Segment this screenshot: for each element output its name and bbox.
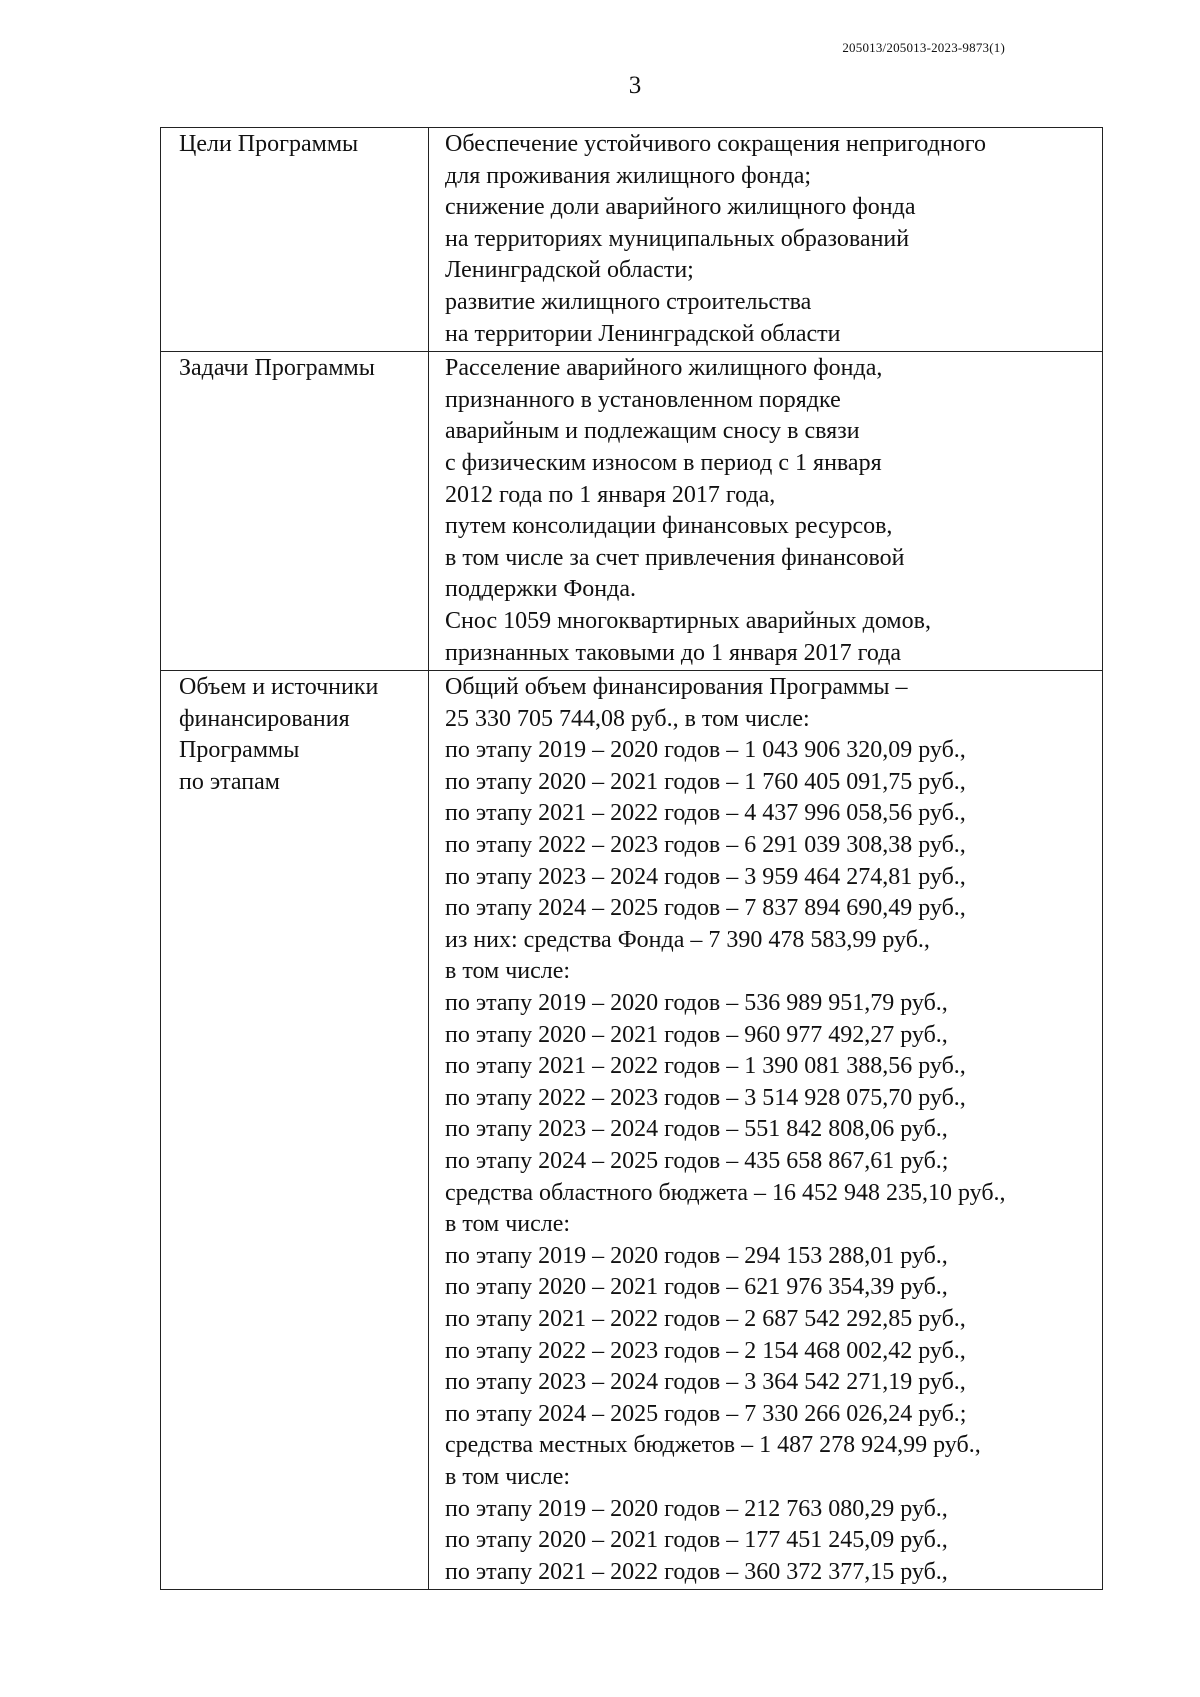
row-content-line: Обеспечение устойчивого сокращения непригодного <box>445 131 986 157</box>
row-content-line: Снос 1059 многоквартирных аварийных домов, <box>445 607 931 634</box>
row-content-line: поддержки Фонда. <box>445 576 636 603</box>
row-content-line: на территории Ленинградской области <box>445 320 841 347</box>
row-content-line: Расселение аварийного жилищного фонда, <box>445 355 883 382</box>
row-label-line: Задачи Программы <box>179 355 375 382</box>
table-body <box>161 128 1103 1590</box>
row-content-line: по этапу 2021 – 2022 годов – 360 372 377,15 руб., <box>445 1558 948 1585</box>
row-label-line: по этапам <box>179 768 280 795</box>
row-content-line: по этапу 2019 – 2020 годов – 294 153 288,01 руб., <box>445 1242 948 1269</box>
row-content-line: по этапу 2020 – 2021 годов – 1 760 405 091,75 руб., <box>445 768 966 795</box>
row-label-line: Цели Программы <box>179 131 359 157</box>
row-content-line: Ленинградской области; <box>445 257 694 284</box>
row-content-line: по этапу 2024 – 2025 годов – 7 330 266 026,24 руб.; <box>445 1400 967 1427</box>
row-content-line: 25 330 705 744,08 руб., в том числе: <box>445 705 810 732</box>
row-content-line: по этапу 2024 – 2025 годов – 7 837 894 690,49 руб., <box>445 895 966 922</box>
document-id: 205013/205013-2023-9873(1) <box>842 40 1005 55</box>
row-content-line: по этапу 2022 – 2023 годов – 6 291 039 308,38 руб., <box>445 832 966 859</box>
program-passport-table <box>160 127 1103 1590</box>
row-content-line: Общий объем финансирования Программы – <box>445 674 908 701</box>
row-content-line: по этапу 2019 – 2020 годов – 212 763 080,29 руб., <box>445 1495 948 1522</box>
row-content-line: по этапу 2020 – 2021 годов – 177 451 245,09 руб., <box>445 1527 948 1554</box>
row-content-line: из них: средства Фонда – 7 390 478 583,99 руб., <box>445 926 930 953</box>
row-content-line: развитие жилищного строительства <box>445 288 812 315</box>
row-content-line: по этапу 2021 – 2022 годов – 1 390 081 388,56 руб., <box>445 1053 966 1080</box>
row-content-line: по этапу 2020 – 2021 годов – 960 977 492,27 руб., <box>445 1021 948 1048</box>
row-content-line: аварийным и подлежащим сносу в связи <box>445 418 860 445</box>
row-label-line: Программы <box>179 737 300 764</box>
row-content-line: по этапу 2022 – 2023 годов – 3 514 928 075,70 руб., <box>445 1084 966 1111</box>
table-row-tasks-row <box>161 352 1103 671</box>
row-content-line: в том числе: <box>445 1211 571 1238</box>
row-label-cell <box>161 352 429 671</box>
row-content-line: признанных таковыми до 1 января 2017 года <box>445 639 902 666</box>
row-content-line: с физическим износом в период с 1 января <box>445 449 882 476</box>
row-content-line: по этапу 2022 – 2023 годов – 2 154 468 002,42 руб., <box>445 1337 966 1364</box>
row-label-line: Объем и источники <box>179 674 379 701</box>
row-content-cell <box>429 352 1103 671</box>
table-row-funding-row <box>161 671 1103 1590</box>
row-content-line: по этапу 2023 – 2024 годов – 551 842 808,06 руб., <box>445 1116 948 1143</box>
row-content-cell <box>429 671 1103 1590</box>
row-content-line: по этапу 2021 – 2022 годов – 4 437 996 058,56 руб., <box>445 800 966 827</box>
row-content-line: признанного в установленном порядке <box>445 386 841 413</box>
row-label-cell <box>161 128 429 352</box>
row-content-line: путем консолидации финансовых ресурсов, <box>445 513 893 540</box>
row-content-line: в том числе: <box>445 958 571 985</box>
row-content-line: по этапу 2019 – 2020 годов – 1 043 906 320,09 руб., <box>445 737 966 764</box>
row-content-line: для проживания жилищного фонда; <box>445 162 812 189</box>
row-content-line: средства местных бюджетов – 1 487 278 924,99 руб., <box>445 1432 981 1459</box>
row-content-line: в том числе за счет привлечения финансовой <box>445 544 905 571</box>
row-content-line: средства областного бюджета – 16 452 948 235,10 руб., <box>445 1179 1006 1206</box>
row-content-line: 2012 года по 1 января 2017 года, <box>445 481 776 508</box>
table-row-goals-row <box>161 128 1103 352</box>
row-content-line: по этапу 2019 – 2020 годов – 536 989 951,79 руб., <box>445 990 948 1017</box>
row-content-line: по этапу 2021 – 2022 годов – 2 687 542 292,85 руб., <box>445 1305 966 1332</box>
row-content-line: по этапу 2023 – 2024 годов – 3 959 464 274,81 руб., <box>445 863 966 890</box>
row-content-line: снижение доли аварийного жилищного фонда <box>445 194 916 221</box>
row-content-line: по этапу 2023 – 2024 годов – 3 364 542 271,19 руб., <box>445 1369 966 1396</box>
row-content-cell <box>429 128 1103 352</box>
row-content-line: на территориях муниципальных образований <box>445 225 910 252</box>
row-label-line: финансирования <box>179 705 350 732</box>
row-content-line: в том числе: <box>445 1463 571 1490</box>
row-content-line: по этапу 2020 – 2021 годов – 621 976 354,39 руб., <box>445 1274 948 1301</box>
page-number: 3 <box>628 72 642 99</box>
row-content-line: по этапу 2024 – 2025 годов – 435 658 867,61 руб.; <box>445 1148 949 1174</box>
row-label-cell <box>161 671 429 1590</box>
